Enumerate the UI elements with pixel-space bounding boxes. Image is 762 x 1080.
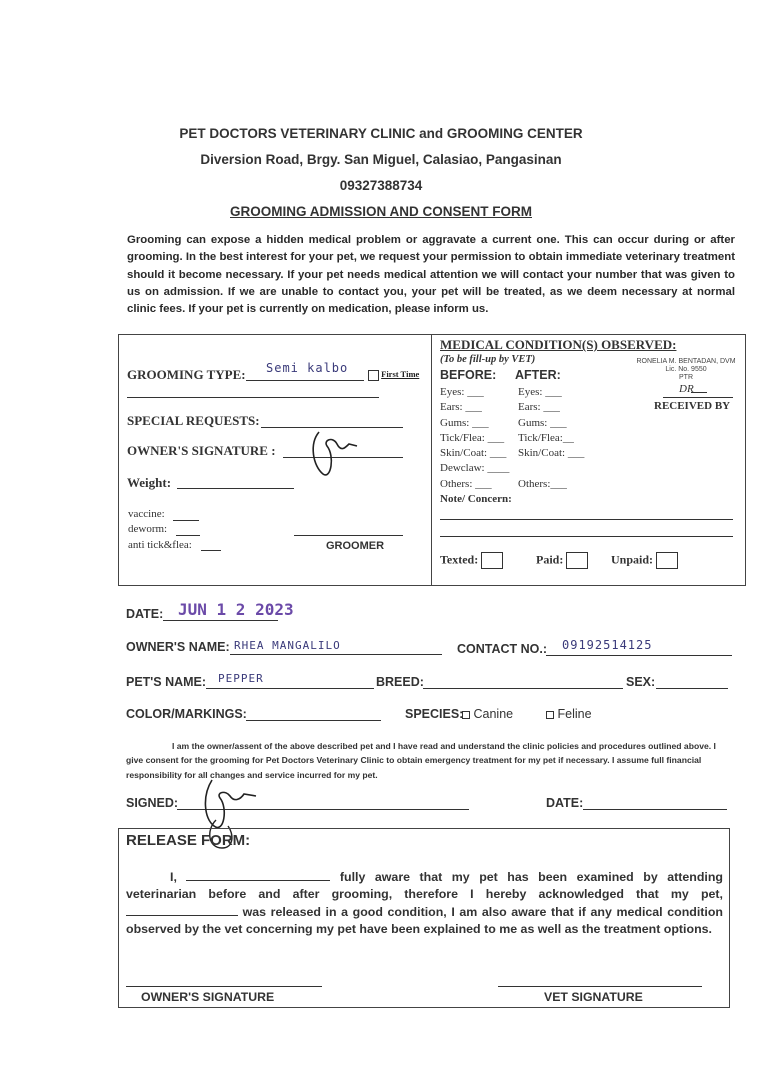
after-ears[interactable]: Ears: ___ xyxy=(518,401,560,414)
color-label: COLOR/MARKINGS: xyxy=(126,707,247,721)
grooming-type-line-2 xyxy=(127,397,379,398)
owner-signature-label: OWNER'S SIGNATURE : xyxy=(127,443,276,458)
feline-checkbox[interactable] xyxy=(546,711,554,719)
vet-prefix: DR xyxy=(679,383,694,395)
vaccine-label: vaccine: xyxy=(128,508,165,520)
note-concern-label: Note/ Concern: xyxy=(440,493,512,505)
after-others[interactable]: Others:___ xyxy=(518,477,567,490)
first-time-option[interactable] xyxy=(368,369,419,381)
before-gums[interactable]: Gums: ___ xyxy=(440,416,489,429)
intro-paragraph: Grooming can expose a hidden medical problem or aggravate a current one. This can occur during or after grooming. In the best interest for your pet, we request your permission to obtain immediate veterinary treatment should it become necessary. If your pet needs medical attention we will contact your number that was given to us on admission. If we are unable to contact you, your pet will be treated, as we deem necessary at normal clinic fees. If your pet is currently on medication, please inform us. xyxy=(127,234,735,316)
contact-value[interactable]: 09192514125 xyxy=(562,638,653,652)
after-tickflea[interactable]: Tick/Flea:__ xyxy=(518,431,574,444)
first-time-label: First Time xyxy=(381,369,420,379)
vaccine-line[interactable] xyxy=(173,520,199,521)
note-line-2[interactable] xyxy=(440,536,733,537)
pet-name-value[interactable]: PEPPER xyxy=(218,672,264,685)
antitick-label: anti tick&flea: xyxy=(128,539,192,551)
before-eyes[interactable]: Eyes: ___ xyxy=(440,386,484,398)
release-paragraph xyxy=(126,869,723,938)
paid-field[interactable] xyxy=(536,552,588,569)
weight-line[interactable] xyxy=(177,488,294,489)
release-name-blank[interactable] xyxy=(186,869,330,881)
consent-paragraph: I am the owner/assent of the above described pet and I have read and understand the clinic policies and procedures outlined above. I give consent for the grooming for Pet Doctors Veterinary Clinic to obtain emergency treatment for my pet if necessary. I assume full financial responsibility for all changes and service incurred for my pet. xyxy=(126,741,716,780)
canine-checkbox[interactable] xyxy=(462,711,470,719)
date-line-2[interactable] xyxy=(583,809,727,810)
box-divider xyxy=(431,335,432,585)
texted-checkbox[interactable] xyxy=(481,552,503,569)
before-label: BEFORE: xyxy=(440,368,497,382)
vet-stamp-lic: Lic. No. 9550 xyxy=(665,366,707,373)
contact-label: CONTACT NO.: xyxy=(457,642,548,656)
release-title: RELEASE FORM: xyxy=(126,832,251,849)
date-label: DATE: xyxy=(126,607,164,621)
vet-stamp xyxy=(636,358,736,382)
species-canine-option[interactable] xyxy=(462,707,513,721)
clinic-address: Diversion Road, Brgy. San Miguel, Calasiao, Pangasinan xyxy=(200,152,562,167)
paid-label: Paid: xyxy=(536,552,564,567)
medical-subtitle: (To be fill-up by VET) xyxy=(440,354,536,365)
date-stamp-value: JUN 1 2 2023 xyxy=(178,600,294,619)
after-label: AFTER: xyxy=(515,368,561,382)
contact-line[interactable] xyxy=(546,655,732,656)
deworm-label: deworm: xyxy=(128,523,168,535)
release-vet-signature-label: VET SIGNATURE xyxy=(544,990,643,1004)
after-gums[interactable]: Gums: ___ xyxy=(518,416,567,429)
after-list xyxy=(518,385,584,492)
sex-label: SEX: xyxy=(626,675,656,689)
received-by-line[interactable] xyxy=(663,397,733,398)
vet-prefix-line xyxy=(691,392,707,393)
pet-name-label: PET'S NAME: xyxy=(126,675,207,689)
texted-field[interactable] xyxy=(440,552,503,569)
weight-label: Weight: xyxy=(127,475,172,490)
owner-name-line[interactable] xyxy=(230,654,442,655)
release-i: I, xyxy=(170,870,177,884)
owner-signature-image xyxy=(305,426,365,482)
medical-title: MEDICAL CONDITION(S) OBSERVED: xyxy=(440,337,677,352)
grooming-type-line xyxy=(246,380,364,381)
before-tickflea[interactable]: Tick/Flea: ___ xyxy=(440,431,505,444)
before-others[interactable]: Others: ___ xyxy=(440,477,492,490)
received-by-label: RECEIVED BY xyxy=(654,400,731,412)
special-requests-label: SPECIAL REQUESTS: xyxy=(127,413,260,428)
before-skincoat[interactable]: Skin/Coat: ___ xyxy=(440,447,507,460)
signed-label: SIGNED: xyxy=(126,796,179,810)
clinic-name: PET DOCTORS VETERINARY CLINIC and GROOMING CENTER xyxy=(179,126,583,141)
before-list xyxy=(440,385,509,492)
canine-label: Canine xyxy=(473,707,514,721)
breed-label: BREED: xyxy=(376,675,424,689)
unpaid-checkbox[interactable] xyxy=(656,552,678,569)
date-line[interactable] xyxy=(163,620,278,621)
vet-stamp-ptr: PTR xyxy=(679,374,693,381)
grooming-type-label: GROOMING TYPE: xyxy=(127,367,246,382)
release-vet-signature-line[interactable] xyxy=(498,986,702,987)
date-label-2: DATE: xyxy=(546,796,584,810)
vet-stamp-name: RONELIA M. BENTADAN, DVM xyxy=(636,358,736,365)
species-feline-option[interactable] xyxy=(546,707,592,721)
species-label: SPECIES: xyxy=(405,707,464,721)
sex-line[interactable] xyxy=(656,688,728,689)
groomer-label: GROOMER xyxy=(326,540,385,552)
release-pet-blank[interactable] xyxy=(126,904,238,916)
release-text-2: was released in a good condition, I am also aware that if any medical condition observed by the vet concerning my pet have been explained to me as well as the treatment options. xyxy=(126,904,723,936)
pet-name-line[interactable] xyxy=(206,688,374,689)
release-owner-signature-label: OWNER'S SIGNATURE xyxy=(141,990,275,1004)
form-title: GROOMING ADMISSION AND CONSENT FORM xyxy=(230,204,532,219)
owner-name-value[interactable]: RHEA MANGALILO xyxy=(234,639,341,652)
release-owner-signature-line[interactable] xyxy=(126,986,322,987)
after-eyes[interactable]: Eyes: ___ xyxy=(518,386,562,398)
breed-line[interactable] xyxy=(423,688,623,689)
note-line-1[interactable] xyxy=(440,519,733,520)
release-text-1: fully aware that my pet has been examined by attending veterinarian before and after grooming, therefore I hereby acknowledged that my pet, xyxy=(126,870,723,902)
before-dewclaw[interactable]: Dewclaw: ____ xyxy=(440,462,510,475)
feline-label: Feline xyxy=(557,707,592,721)
groomer-line[interactable] xyxy=(294,535,403,536)
texted-label: Texted: xyxy=(440,552,479,567)
antitick-line[interactable] xyxy=(201,550,221,551)
after-skincoat[interactable]: Skin/Coat: ___ xyxy=(518,447,585,460)
unpaid-field[interactable] xyxy=(611,552,678,569)
unpaid-label: Unpaid: xyxy=(611,552,654,567)
owner-name-label: OWNER'S NAME: xyxy=(126,640,230,654)
color-line[interactable] xyxy=(246,720,381,721)
grooming-type-value[interactable]: Semi kalbo xyxy=(266,361,349,375)
deworm-line[interactable] xyxy=(176,535,200,536)
paid-checkbox[interactable] xyxy=(566,552,588,569)
first-time-checkbox[interactable] xyxy=(368,370,379,381)
before-ears[interactable]: Ears: ___ xyxy=(440,401,482,414)
clinic-phone: 09327388734 xyxy=(339,178,423,193)
